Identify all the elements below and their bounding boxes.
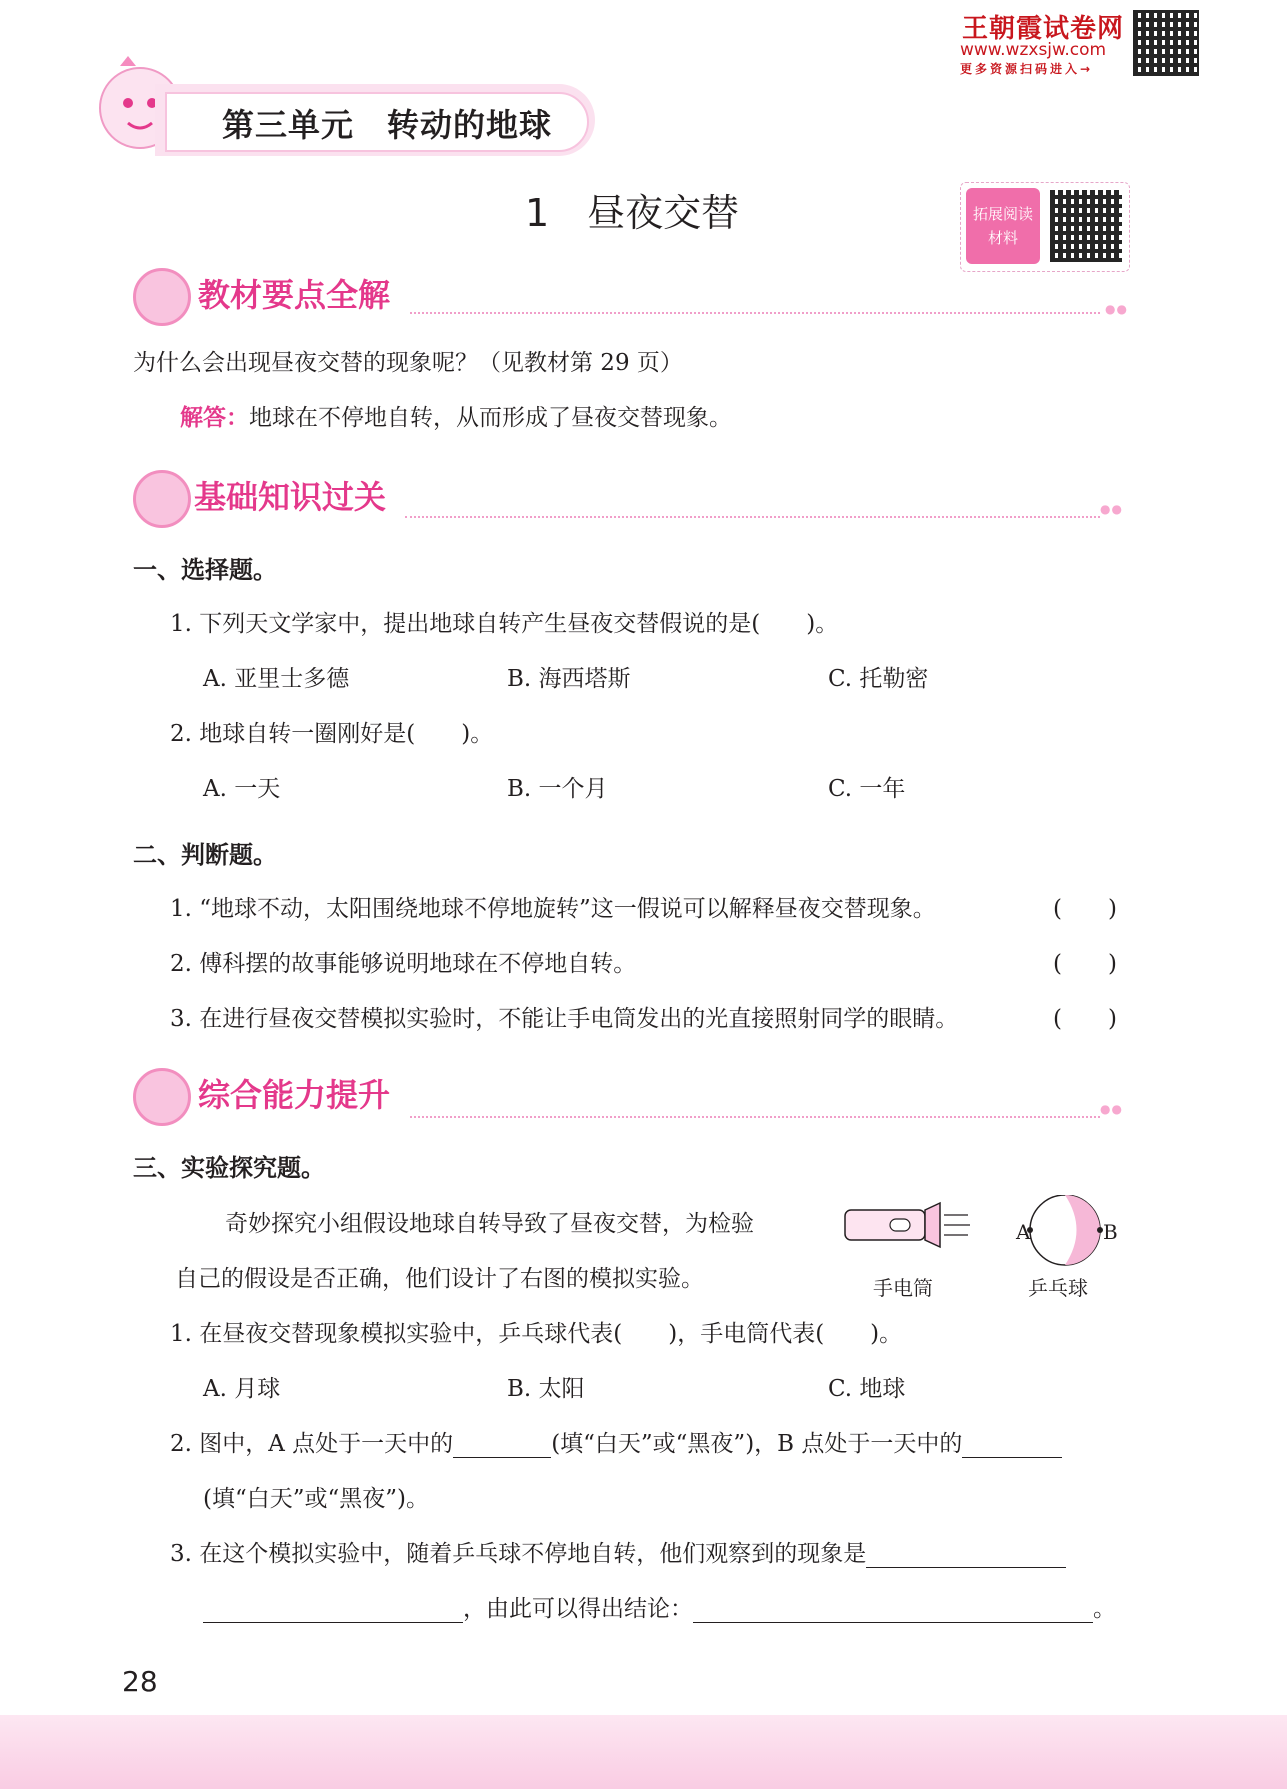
experiment-intro-line2: 自己的假设是否正确，他们设计了右图的模拟实验。 (175, 1266, 704, 1292)
judge-bracket-2[interactable]: ( ) (1053, 951, 1117, 977)
section-icon (133, 268, 191, 326)
extended-reading-label[interactable] (966, 188, 1040, 264)
judge-item-2: 2. 傅科摆的故事能够说明地球在不停地自转。 (170, 951, 637, 977)
experiment-intro-line1: 奇妙探究小组假设地球自转导致了昼夜交替，为检验 (225, 1211, 754, 1237)
textbook-answer (180, 399, 732, 432)
experiment-q2-line2: (填“白天”或“黑夜”)。 (203, 1486, 429, 1512)
answer-blank[interactable] (693, 1596, 1093, 1623)
choice-q2-option-c[interactable]: C. 一年 (828, 776, 906, 802)
experiment-q3-part2: ，由此可以得出结论： (463, 1596, 693, 1622)
answer-blank[interactable] (453, 1431, 551, 1458)
choice-q2-stem: 2. 地球自转一圈刚好是( )。 (170, 721, 494, 747)
part3-heading: 三、实验探究题。 (133, 1154, 325, 1182)
page-number: 28 (122, 1665, 158, 1698)
choice-q1-option-c[interactable]: C. 托勒密 (828, 666, 929, 692)
answer-text: 地球在不停地自转，从而形成了昼夜交替现象。 (249, 405, 732, 431)
experiment-q3-line2 (203, 1590, 1116, 1623)
judge-item-1: 1. “地球不动，太阳围绕地球不停地旋转”这一假说可以解释昼夜交替现象。 (170, 896, 936, 922)
choice-q1-stem: 1. 下列天文学家中，提出地球自转产生昼夜交替假说的是( )。 (170, 611, 839, 637)
answer-blank[interactable] (866, 1541, 1066, 1568)
textbook-question: 为什么会出现昼夜交替的现象呢？（见教材第 29 页） (133, 350, 683, 376)
experiment-q1-stem: 1. 在昼夜交替现象模拟实验中，乒乓球代表( )，手电筒代表( )。 (170, 1321, 903, 1347)
judge-bracket-1[interactable]: ( ) (1053, 896, 1117, 922)
experiment-q3-end: 。 (1093, 1596, 1116, 1622)
section-dots: ●● (1100, 502, 1123, 516)
section-divider (410, 1116, 1100, 1118)
section-dots: ●● (1100, 1102, 1123, 1116)
section-icon (133, 470, 191, 528)
footer-band (0, 1715, 1287, 1789)
judge-item-3: 3. 在进行昼夜交替模拟实验时，不能让手电筒发出的光直接照射同学的眼睛。 (170, 1006, 959, 1032)
experiment-q1-option-b[interactable]: B. 太阳 (507, 1376, 585, 1402)
brand-tagline: 更多资源扫码进入→ (960, 62, 1094, 76)
figure-point-b: B (1103, 1220, 1118, 1244)
flashlight-label: 手电筒 (873, 1276, 933, 1300)
extended-reading-qr-code[interactable] (1050, 190, 1122, 262)
extended-reading-line1: 拓展阅读 (972, 205, 1033, 223)
part1-heading: 一、选择题。 (133, 556, 277, 584)
section-title: 基础知识过关 (194, 478, 387, 516)
answer-blank[interactable] (962, 1431, 1062, 1458)
choice-q1-option-b[interactable]: B. 海西塔斯 (507, 666, 631, 692)
experiment-q3-part1: 3. 在这个模拟实验中，随着乒乓球不停地自转，他们观察到的现象是 (170, 1541, 867, 1567)
brand-qr-code[interactable] (1133, 10, 1199, 76)
ping-pong-ball-label: 乒乓球 (1028, 1276, 1088, 1300)
choice-q2-option-a[interactable]: A. 一天 (203, 776, 281, 802)
lesson-title: 1 昼夜交替 (525, 191, 740, 235)
ping-pong-ball-icon (1027, 1195, 1103, 1265)
brand-url[interactable]: www.wzxsjw.com (960, 40, 1107, 60)
part2-heading: 二、判断题。 (133, 841, 277, 869)
experiment-q3-line1 (170, 1535, 1066, 1568)
choice-q1-option-a[interactable]: A. 亚里士多德 (203, 666, 350, 692)
answer-blank[interactable] (203, 1596, 463, 1623)
section-title: 教材要点全解 (198, 276, 391, 314)
unit-title: 第三单元 转动的地球 (222, 106, 553, 144)
section-title: 综合能力提升 (198, 1076, 391, 1114)
section-icon (133, 1068, 191, 1126)
experiment-q2-line1 (170, 1425, 1062, 1458)
section-dots: ●● (1105, 302, 1128, 316)
flashlight-icon (845, 1203, 970, 1247)
experiment-q2-part2: (填“白天”或“黑夜”)，B 点处于一天中的 (551, 1431, 963, 1457)
judge-bracket-3[interactable]: ( ) (1053, 1006, 1117, 1032)
extended-reading-line2: 材料 (987, 229, 1018, 247)
brand-name: 王朝霞试卷网 (962, 14, 1125, 44)
choice-q2-option-b[interactable]: B. 一个月 (507, 776, 608, 802)
section-divider (405, 516, 1100, 518)
answer-label: 解答： (180, 405, 249, 431)
section-divider (410, 312, 1100, 314)
experiment-q2-part1: 2. 图中，A 点处于一天中的 (170, 1431, 454, 1457)
figure-point-a: A (1016, 1220, 1031, 1244)
experiment-q1-option-a[interactable]: A. 月球 (203, 1376, 281, 1402)
experiment-q1-option-c[interactable]: C. 地球 (828, 1376, 906, 1402)
